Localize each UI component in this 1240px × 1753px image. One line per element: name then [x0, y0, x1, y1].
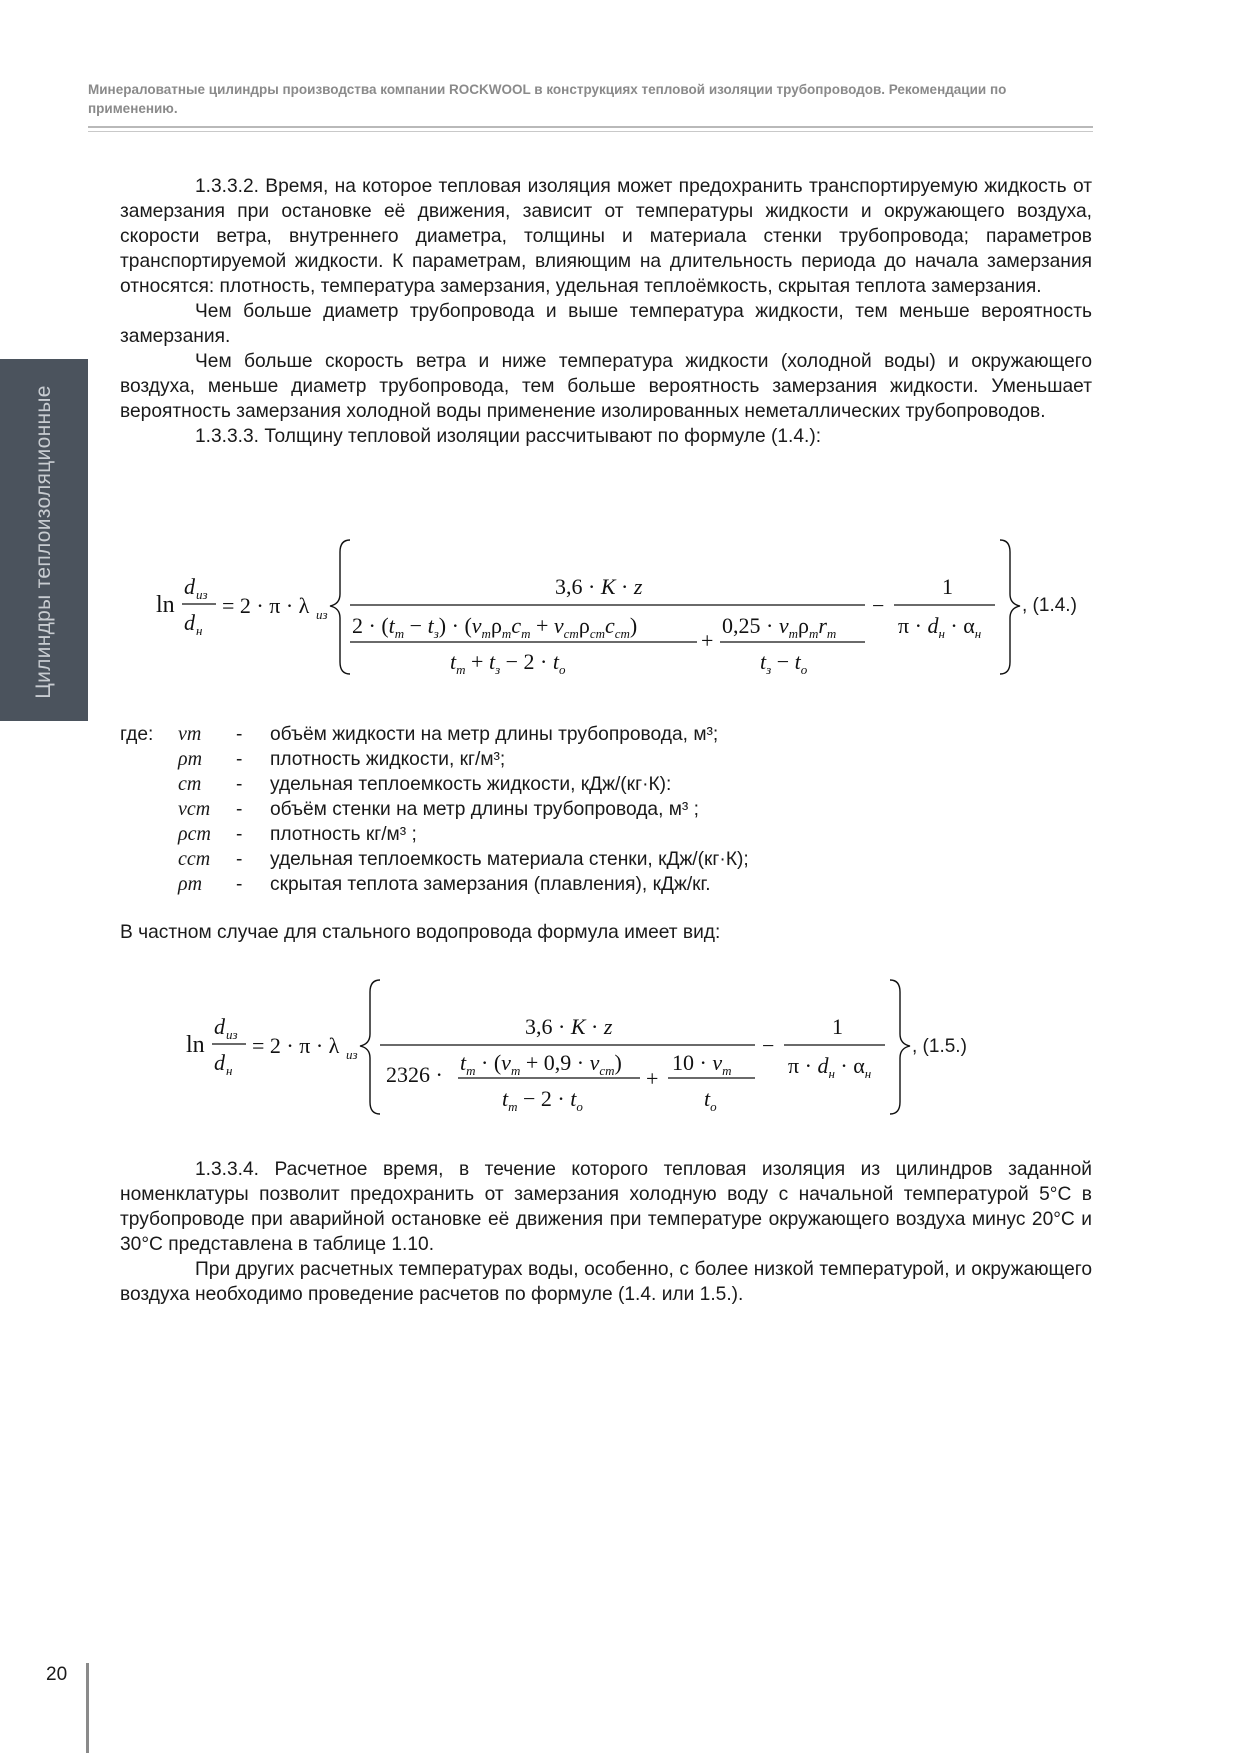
svg-text:tт + tз − 2 · tо: $t_т + t_з - 2 \cdot t_о$ [450, 649, 566, 677]
svg-text:2 · (tт − tз) · (νтρтcт + νстρ: $2 \cdot (t_т - t_з) \cdot (\nu_т\rho_тc_т + \nu_{ст}\rho_{ст}c_{ст})$ [352, 613, 638, 641]
paragraph: 1.3.3.3. Толщину тепловой изоляции рассчитывают по формуле (1.4.): [195, 426, 822, 447]
formula-1-5-graphic [180, 972, 920, 1122]
legend-dash: - [236, 724, 243, 745]
svg-text:d: d [184, 574, 195, 599]
svg-text:d: d [214, 1050, 225, 1075]
svg-text:tо: $t_о$ [704, 1086, 717, 1114]
legend-symbol: νm [178, 723, 202, 745]
running-header: Минераловатные цилиндры производства компании ROCKWOOL в конструкциях тепловой изоляции трубопроводов. Рекомендации по применению. [88, 82, 1007, 116]
svg-text:π · dн · αн: $\pi \cdot d_н \cdot \alpha_н$ [898, 613, 982, 641]
svg-text:tт − 2 · tо: $t_т - 2 \cdot t_о$ [502, 1086, 583, 1114]
paragraph: Чем больше диаметр трубопровода и выше температура жидкости, тем меньше вероятность замерзания. [120, 301, 1092, 347]
formula-1-5 [180, 972, 920, 1122]
legend-symbol: νст [178, 798, 211, 820]
svg-text:0,25 · νтρтrт: $0,25 \cdot \nu_т\rho_тr_т$ [722, 613, 837, 641]
legend-dash: - [236, 874, 243, 895]
legend-dash: - [236, 774, 243, 795]
svg-text:d: d [214, 1014, 225, 1039]
svg-text:10 · νт: $10 \cdot \nu_т$ [672, 1050, 732, 1078]
svg-text:из: из [316, 607, 328, 622]
section-side-tab-label: Цилиндры теплоизоляционные [32, 385, 55, 699]
svg-text:+: + [646, 1066, 659, 1091]
legend-symbol: cст [178, 848, 211, 870]
formula-1-4 [150, 532, 1030, 682]
svg-text:tт · (νт + 0,9 · νст): $t_т \cdot (\nu_т + 0,9 \cdot \nu_{ст})$ [460, 1050, 622, 1078]
legend-description: объём стенки на метр длины трубопровода, м³ ; [270, 799, 699, 820]
paragraph: При других расчетных температурах воды, особенно, с более низкой температурой, и окружающего воздуха необходимо проведение расчетов по формуле (1.4. или 1.5.). [120, 1259, 1092, 1305]
legend-where-label: где: [120, 724, 154, 745]
svg-text:ln: ln [156, 592, 175, 618]
svg-text:−: − [872, 593, 885, 618]
legend-symbol: ρm [178, 873, 203, 895]
svg-text:н: н [226, 1063, 233, 1078]
svg-text:= 2 · π · λ: = 2 · π · λ [252, 1033, 340, 1058]
footer-divider [86, 1663, 89, 1753]
body-text-block-2 [120, 1157, 1092, 1307]
legend-dash: - [236, 849, 243, 870]
legend-dash: - [236, 824, 243, 845]
svg-text:из: из [346, 1047, 358, 1062]
svg-text:3,6 · K · z: 3,6 · K · z [525, 1014, 613, 1039]
svg-text:d: d [184, 610, 195, 635]
svg-text:π · dн · αн: $\pi \cdot d_н \cdot \alpha_н$ [788, 1053, 872, 1081]
formula-1-5-number: , (1.5.) [912, 1036, 967, 1057]
svg-text:1: 1 [832, 1014, 843, 1039]
formula-1-4-graphic [150, 532, 1030, 682]
paragraph: 1.3.3.4. Расчетное время, в течение которого тепловая изоляция из цилиндров заданной номенклатуры позволит предохранить от замерзания холодную воду с начальной температурой 5°С в трубопроводе при аварийной остановке её движения при температуре окружающего воздуха минус 20°С и 30°С представлена в таблице 1.10. [120, 1159, 1092, 1255]
legend-symbol: ρm [178, 748, 203, 770]
legend-dash: - [236, 799, 243, 820]
svg-text:= 2 · π · λ: = 2 · π · λ [222, 593, 310, 618]
legend-symbol: ρст [178, 823, 211, 845]
header-divider [88, 126, 1093, 128]
legend-symbol: cm [178, 773, 202, 795]
svg-text:ln: ln [186, 1032, 205, 1058]
legend-description: объём жидкости на метр длины трубопровода, м³; [270, 724, 719, 745]
paragraph: 1.3.3.2. Время, на которое тепловая изоляция может предохранить транспортируемую жидкость от замерзания при остановке её движения, зависит от температуры жидкости и окружающего воздуха, скорости ветра, внутреннего диаметра, толщины и материала стенки трубопровода; параметров транспортируемой жидкости. К параметрам, влияющим на длительность периода до начала замерзания относятся: плотность, температура замерзания, удельная теплоёмкость, скрытая теплота замерзания. [120, 176, 1092, 297]
svg-text:1: 1 [942, 574, 953, 599]
svg-text:−: − [762, 1033, 775, 1058]
legend-description: плотность кг/м³ ; [270, 824, 417, 845]
special-case-sentence: В частном случае для стального водопровода формула имеет вид: [120, 922, 721, 943]
legend-dash: - [236, 749, 243, 770]
legend-description: удельная теплоемкость жидкости, кДж/(кг·К): [270, 774, 672, 795]
legend-description: плотность жидкости, кг/м³; [270, 749, 506, 770]
page-number: 20 [46, 1664, 68, 1685]
svg-text:+: + [701, 628, 714, 653]
svg-text:2326 ·: 2326 · [386, 1062, 443, 1087]
svg-text:из: из [196, 587, 208, 602]
body-text-block-1 [120, 174, 1092, 449]
legend-description: скрытая теплота замерзания (плавления), кДж/кг. [270, 874, 711, 895]
header-divider-thin [88, 131, 1093, 132]
paragraph: Чем больше скорость ветра и ниже температура жидкости (холодной воды) и окружающего воздуха, меньше диаметр трубопровода, тем больше вероятность замерзания жидкости. Уменьшает вероятность замерзания холодной воды применение изолированных неметаллических трубопроводов. [120, 351, 1092, 422]
svg-text:3,6 · K · z: 3,6 · K · z [555, 574, 643, 599]
formula-1-4-number: , (1.4.) [1022, 595, 1077, 616]
svg-text:из: из [226, 1027, 238, 1042]
legend-description: удельная теплоемкость материала стенки, кДж/(кг·К); [270, 849, 749, 870]
svg-text:н: н [196, 623, 203, 638]
svg-text:tз − tо: $t_з - t_о$ [760, 649, 808, 677]
